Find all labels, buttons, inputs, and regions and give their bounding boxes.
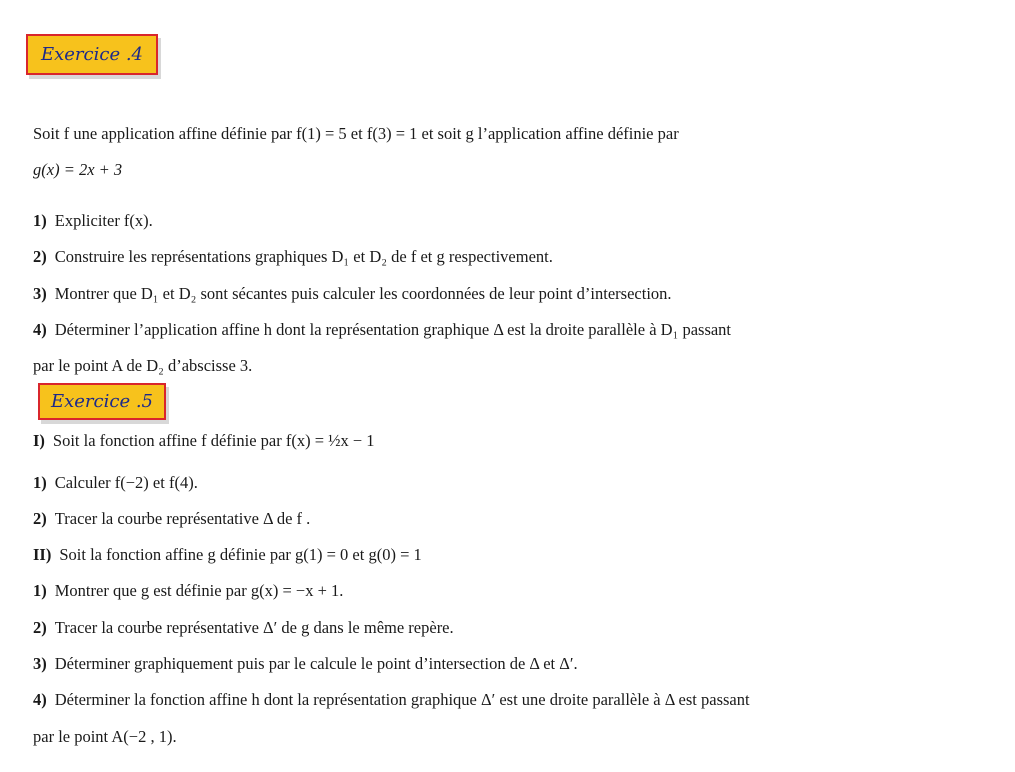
- ex5-part-1: [33, 431, 375, 451]
- item-text: Construire les représentations graphiques D₁ et D₂ de f et g respectivement.: [54, 247, 553, 266]
- exercise-5-title: Exercice .5: [38, 383, 166, 420]
- item-number: 2): [33, 247, 47, 266]
- item-number: 1): [33, 211, 47, 230]
- item-text: Tracer la courbe représentative Δ de f .: [54, 509, 311, 528]
- item-number: 3): [33, 284, 47, 303]
- item-number: 1): [33, 581, 47, 600]
- ex4-item-2: [33, 247, 553, 267]
- part-number: I): [33, 431, 45, 450]
- item-text: Déterminer l’application affine h dont la représentation graphique Δ est la droite parallèle à D₁ passant: [54, 320, 732, 339]
- ex5-part-2-item-4: [33, 690, 750, 710]
- part-text: Soit la fonction affine f définie par f(x) = ½x − 1: [52, 431, 375, 450]
- item-text: Calculer f(−2) et f(4).: [54, 473, 198, 492]
- item-number: 2): [33, 618, 47, 637]
- ex5-part-2-item-2: [33, 618, 454, 638]
- ex4-item-4-continued: par le point A de D₂ d’abscisse 3.: [33, 356, 253, 375]
- item-text: Déterminer graphiquement puis par le calcule le point d’intersection de Δ et Δ′.: [54, 654, 578, 673]
- ex4-item-4: [33, 320, 731, 340]
- ex4-intro-line-1: Soit f une application affine définie par f(1) = 5 et f(3) = 1 et soit g l’application affine définie par: [33, 124, 679, 143]
- exercise-4-title: Exercice .4: [26, 34, 158, 75]
- item-number: 3): [33, 654, 47, 673]
- item-text: Déterminer la fonction affine h dont la représentation graphique Δ′ est une droite parallèle à Δ est passant: [54, 690, 750, 709]
- ex5-part-2: [33, 545, 422, 565]
- item-text: Montrer que D₁ et D₂ sont sécantes puis calculer les coordonnées de leur point d’intersection.: [54, 284, 672, 303]
- item-number: 4): [33, 690, 47, 709]
- ex5-part-1-item-2: [33, 509, 310, 529]
- item-number: 1): [33, 473, 47, 492]
- ex5-part-2-item-3: [33, 654, 578, 674]
- part-number: II): [33, 545, 52, 564]
- ex5-part-2-item-1: [33, 581, 343, 601]
- item-text: Tracer la courbe représentative Δ′ de g dans le même repère.: [54, 618, 454, 637]
- ex5-part-2-item-4-continued: par le point A(−2 , 1).: [33, 727, 177, 746]
- ex4-intro-line-2: g(x) = 2x + 3: [33, 160, 123, 179]
- ex4-item-1: [33, 211, 153, 231]
- ex5-part-1-item-1: [33, 473, 198, 493]
- part-text: Soit la fonction affine g définie par g(1) = 0 et g(0) = 1: [59, 545, 422, 564]
- ex4-item-3: [33, 284, 672, 304]
- item-text: Montrer que g est définie par g(x) = −x + 1.: [54, 581, 344, 600]
- item-number: 4): [33, 320, 47, 339]
- item-text: Expliciter f(x).: [54, 211, 153, 230]
- item-number: 2): [33, 509, 47, 528]
